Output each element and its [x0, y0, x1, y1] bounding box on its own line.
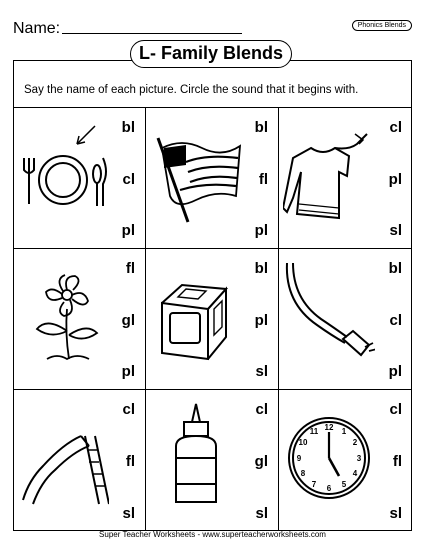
option-bl[interactable]: bl [121, 119, 135, 136]
option-cl[interactable]: cl [389, 401, 402, 418]
svg-text:8: 8 [300, 469, 306, 478]
clock-icon [283, 400, 375, 510]
plate-icon [17, 118, 109, 228]
option-gl[interactable]: gl [121, 311, 135, 329]
flower-icon [17, 259, 109, 369]
option-fl[interactable]: fl [258, 170, 268, 188]
grid-cell [279, 390, 412, 531]
picture-grid [13, 107, 412, 531]
option-pl[interactable]: pl [388, 363, 402, 380]
footer: Super Teacher Worksheets - www.superteacherworksheets.com [99, 530, 326, 539]
block-icon [150, 259, 242, 369]
option-cl[interactable]: cl [122, 170, 135, 188]
glue-icon [150, 400, 242, 510]
svg-text:12: 12 [324, 423, 334, 432]
grid-cell [13, 390, 146, 531]
grid-cell [146, 108, 279, 249]
shirt-icon [283, 118, 375, 228]
option-cl[interactable]: cl [255, 401, 268, 418]
svg-text:2: 2 [352, 438, 358, 447]
option-bl[interactable]: bl [388, 260, 402, 277]
svg-text:3: 3 [356, 454, 362, 463]
svg-text:5: 5 [341, 480, 347, 489]
option-sl[interactable]: sl [389, 505, 402, 522]
option-pl[interactable]: pl [121, 363, 135, 380]
option-bl[interactable]: bl [254, 119, 268, 136]
option-sl[interactable]: sl [255, 505, 268, 522]
svg-text:10: 10 [298, 438, 308, 447]
option-cl[interactable]: cl [389, 311, 402, 329]
option-sl[interactable]: sl [389, 222, 402, 239]
name-line[interactable] [62, 33, 242, 34]
grid-cell [13, 108, 146, 249]
option-sl[interactable]: sl [255, 363, 268, 380]
svg-text:11: 11 [309, 427, 319, 436]
option-fl[interactable]: fl [392, 453, 402, 470]
option-bl[interactable]: bl [254, 260, 268, 277]
option-pl[interactable]: pl [254, 311, 268, 329]
grid-cell [146, 249, 279, 390]
name-label: Name: [13, 20, 61, 37]
grid-cell [13, 249, 146, 390]
instructions: Say the name of each picture. Circle the sound that it begins with. [24, 84, 359, 96]
option-cl[interactable]: cl [122, 401, 135, 418]
category-badge: Phonics Blends [352, 20, 412, 31]
flag-icon [150, 118, 242, 228]
option-pl[interactable]: pl [388, 170, 402, 188]
svg-text:9: 9 [296, 454, 302, 463]
option-fl[interactable]: fl [125, 260, 135, 277]
option-gl[interactable]: gl [254, 453, 268, 470]
option-fl[interactable]: fl [125, 453, 135, 470]
option-cl[interactable]: cl [389, 119, 402, 136]
svg-text:6: 6 [326, 484, 332, 493]
option-sl[interactable]: sl [122, 505, 135, 522]
svg-text:7: 7 [311, 480, 317, 489]
grid-cell [279, 249, 412, 390]
option-pl[interactable]: pl [254, 222, 268, 239]
page-title: L- Family Blends [130, 40, 292, 68]
plug-icon [283, 259, 375, 369]
grid-cell [279, 108, 412, 249]
option-pl[interactable]: pl [121, 222, 135, 239]
svg-text:1: 1 [341, 427, 347, 436]
grid-cell [146, 390, 279, 531]
svg-text:4: 4 [352, 469, 358, 478]
slide-icon [17, 400, 109, 510]
